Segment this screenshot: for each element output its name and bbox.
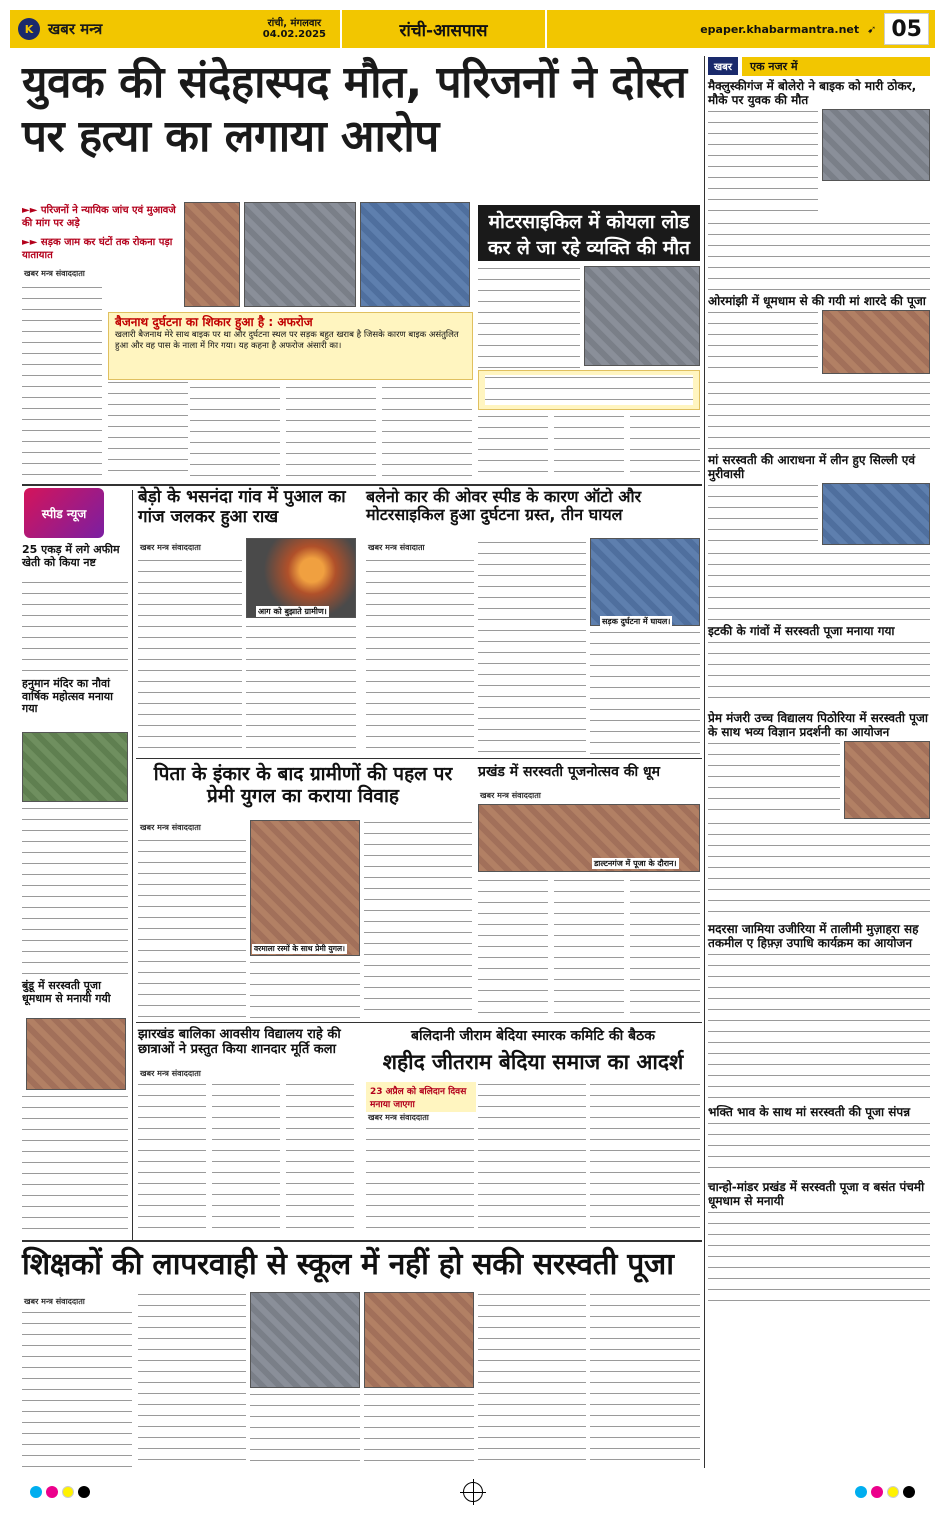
couple-photo bbox=[250, 820, 360, 956]
divider-1 bbox=[22, 484, 702, 486]
teachers-byline: खबर मन्त्र संवाददाता bbox=[24, 1297, 85, 1306]
school-body-col-1 bbox=[138, 1082, 206, 1232]
epaper-link[interactable]: epaper.khabarmantra.net bbox=[700, 22, 860, 36]
marriage-body-col-3 bbox=[364, 820, 472, 1018]
saraswati-headline: प्रखंड में सरस्वती पूजनोत्सव की धूम bbox=[478, 764, 661, 780]
coal-body-col-1 bbox=[478, 266, 580, 378]
school-building-photo bbox=[250, 1292, 360, 1388]
registration-mark-icon bbox=[463, 1482, 483, 1502]
divider-right bbox=[704, 56, 705, 1468]
divider-4 bbox=[22, 1240, 702, 1242]
bundu-saraswati-photo bbox=[26, 1018, 126, 1090]
lead-bullet-1: ►► परिजनों ने न्यायिक जांच एवं मुआवजे की मांग पर अड़े bbox=[22, 204, 182, 230]
teachers-body-col-4 bbox=[364, 1392, 474, 1468]
rc-item-4-head: इटकी के गांवों में सरस्वती पूजा मनाया गया bbox=[708, 624, 895, 638]
marriage-headline: पिता के इंकार के बाद ग्रामीणों की पहल पर प्रेमी युगल का कराया विवाह bbox=[153, 763, 453, 807]
divider-3 bbox=[136, 1022, 702, 1023]
fire-headline: बेड़ो के भसनंदा गांव में पुआल का गांज जलकर हुआ राख bbox=[138, 487, 346, 527]
crowd-photo bbox=[244, 202, 356, 307]
accident-body-col-3 bbox=[590, 630, 700, 754]
divider-2 bbox=[136, 758, 702, 759]
quote-title: बैजनाथ दुर्घटना का शिकार हुआ है : अफरोज bbox=[115, 315, 313, 329]
rc-item-3-head: मां सरस्वती की आराधना में लीन हुए सिल्ली एवं मुरीवासी bbox=[708, 453, 916, 481]
accident-body-col-1 bbox=[366, 558, 474, 754]
speed-body-2 bbox=[22, 806, 128, 976]
speed-body-3 bbox=[22, 1094, 128, 1234]
teachers-headline: शिक्षकों की लापरवाही से स्कूल में नहीं हो सकी सरस्वती पूजा bbox=[22, 1247, 674, 1282]
rc-item-7-text bbox=[708, 1121, 930, 1177]
coal-body-col-4 bbox=[630, 414, 700, 480]
rc-item-6-text bbox=[708, 952, 930, 1102]
victim-photo bbox=[184, 202, 240, 307]
marriage-photo-caption: वरमाला रस्मों के साथ प्रेमी युगल। bbox=[254, 944, 345, 953]
color-dots-right bbox=[855, 1486, 915, 1498]
lead-bullet-2: ►► सड़क जाम कर घंटों तक रोकना पड़ा यातायात bbox=[22, 236, 182, 262]
teachers-body-col-1 bbox=[22, 1310, 132, 1468]
rc-item-2-head: ओरमांझी में धूमधाम से की गयी मां शारदे की पूजा bbox=[708, 294, 926, 308]
rc-item-1-photo bbox=[822, 109, 930, 181]
speed-headline-3: बुंडू में सरस्वती पूजा धूमधाम से मनायी गयी bbox=[22, 979, 111, 1005]
coal-headline: मोटरसाइकिल में कोयला लोड कर ले जा रहे व्यक्ति की मौत bbox=[478, 205, 700, 261]
police-photo bbox=[360, 202, 470, 307]
fire-body-col-1 bbox=[138, 558, 242, 754]
khabar-badge: खबर bbox=[708, 57, 738, 75]
marriage-body-col-1 bbox=[138, 838, 246, 1018]
lead-body-col-2 bbox=[108, 380, 188, 475]
print-marks bbox=[10, 1480, 935, 1504]
accident-photo bbox=[590, 538, 700, 626]
rc-item-8-text bbox=[708, 1210, 930, 1304]
rc-item-5-head: प्रेम मंजरी उच्च विद्यालय पिठोरिया में सरस्वती पूजा के साथ भव्य विज्ञान प्रदर्शनी का आयोजन bbox=[708, 711, 929, 739]
saraswati-body-col-2 bbox=[554, 878, 624, 1018]
rc-item-2-text-b bbox=[708, 380, 930, 450]
villagers-photo bbox=[364, 1292, 474, 1388]
rc-item-2-photo bbox=[822, 310, 930, 374]
city-day: रांची, मंगलवार bbox=[267, 17, 322, 29]
rc-item-1-text-b bbox=[708, 221, 930, 291]
saraswati-body-col-1 bbox=[478, 878, 548, 1018]
teachers-body-col-6 bbox=[590, 1292, 700, 1468]
jeeram-byline: खबर मन्त्र संवाददाता bbox=[368, 1113, 429, 1122]
teachers-body-col-5 bbox=[478, 1292, 586, 1468]
saraswati-body-col-3 bbox=[630, 878, 700, 1018]
masthead bbox=[10, 10, 935, 48]
rc-item-2-text-a bbox=[708, 310, 818, 378]
lead-byline: खबर मन्त्र संवाददाता bbox=[24, 269, 85, 278]
rc-item-5-text-a bbox=[708, 741, 840, 819]
rc-item-4-text bbox=[708, 640, 930, 708]
jeeram-kicker: बलिदानी जीराम बेदिया स्मारक कमिटि की बैठक bbox=[411, 1028, 655, 1044]
quote-text: खलारी बैजनाथ मेरे साथ बाइक पर था और दुर्घटना स्थल पर सड़क बहुत खराब है जिसके कारण बाइक असंतुलित हुआ और वह पास के नाला में गिर गया। यह कहना है अफरोज अंसारी का। bbox=[115, 330, 459, 351]
speed-news-badge: स्पीड न्यूज bbox=[24, 488, 104, 538]
accident-headline: बलेनो कार की ओवर स्पीड के कारण ऑटो और मोटरसाइकिल हुआ दुर्घटना ग्रस्त, तीन घायल bbox=[366, 487, 642, 525]
accident-photo-caption: सड़क दुर्घटना में घायल। bbox=[602, 617, 671, 626]
masthead-left bbox=[10, 10, 340, 48]
saraswati-byline: खबर मन्त्र संवाददाता bbox=[480, 791, 541, 800]
lead-body-col-3 bbox=[190, 385, 280, 480]
section-title: रांची-आसपास bbox=[340, 10, 545, 48]
fire-photo-caption: आग को बुझाते ग्रामीण। bbox=[258, 607, 327, 616]
cursor-icon: ➹ bbox=[867, 22, 877, 36]
lead-body-col-1 bbox=[22, 285, 102, 475]
fire-body-col-2 bbox=[246, 624, 356, 754]
rc-item-5-text-b bbox=[708, 821, 930, 919]
speed-headline-1: 25 एकड़ में लगे अफीम खेती को किया नष्ट bbox=[22, 543, 120, 569]
color-dots-left bbox=[30, 1486, 90, 1498]
hanuman-temple-photo bbox=[22, 732, 128, 802]
khabar-mantra-logo-icon: K bbox=[18, 18, 40, 40]
school-body-col-2 bbox=[212, 1082, 280, 1232]
date-block bbox=[263, 18, 326, 41]
divider-speed bbox=[132, 490, 133, 1240]
coal-body-col-3 bbox=[554, 414, 624, 480]
masthead-right bbox=[545, 10, 935, 48]
jeeram-body-col-2 bbox=[478, 1082, 586, 1232]
lead-headline: युवक की संदेहास्पद मौत, परिजनों ने दोस्त पर हत्या का लगाया आरोप bbox=[22, 57, 687, 162]
rc-item-3-text-b bbox=[708, 551, 930, 621]
school-byline: खबर मन्त्र संवाददाता bbox=[140, 1069, 201, 1078]
marriage-byline: खबर मन्त्र संवाददाता bbox=[140, 823, 201, 832]
rc-item-8-head: चान्हो-मांडर प्रखंड में सरस्वती पूजा व बसंत पंचमी धूमधाम से मनायी bbox=[708, 1180, 925, 1208]
rc-item-7-head: भक्ति भाव के साथ मां सरस्वती की पूजा संपन्न bbox=[708, 1105, 911, 1119]
jeeram-body-col-1 bbox=[366, 1126, 474, 1232]
school-headline: झारखंड बालिका आवसीय विद्यालय राहे की छात्राओं ने प्रस्तुत किया शानदार मूर्ति कला bbox=[138, 1027, 341, 1057]
rc-item-6-head: मदरसा जामिया उजीरिया में तालीमी मुज़ाहरा सह तकमील ए हिफ़्ज़ उपाधि कार्यक्रम का आयोजन bbox=[708, 922, 919, 950]
teachers-body-col-2 bbox=[138, 1292, 246, 1468]
rc-item-5-photo bbox=[844, 741, 930, 819]
accident-body-col-2 bbox=[478, 540, 586, 754]
speed-body-1 bbox=[22, 580, 128, 672]
coal-bike-photo bbox=[584, 266, 700, 366]
quote-box bbox=[108, 312, 473, 380]
page-number: 05 bbox=[884, 13, 929, 45]
brand-name: खबर मन्त्र bbox=[48, 20, 103, 38]
school-body-col-3 bbox=[286, 1082, 354, 1232]
rc-item-3-text-a bbox=[708, 483, 818, 549]
coal-caption-box bbox=[478, 370, 700, 410]
teachers-body-col-3 bbox=[250, 1392, 360, 1468]
marriage-body-col-2 bbox=[250, 960, 360, 1018]
rc-item-1-head: मैक्लुस्कीगंज में बोलेरो ने बाइक को मारी ठोकर, मौके पर युवक की मौत bbox=[708, 79, 917, 107]
lead-body-col-5 bbox=[382, 385, 472, 480]
jeeram-headline: शहीद जीतराम बेदिया समाज का आदर्श bbox=[382, 1050, 684, 1074]
ek-nazar-header bbox=[708, 56, 930, 76]
rc-item-1-text-a bbox=[708, 109, 818, 219]
ek-nazar-column bbox=[708, 56, 930, 1468]
jeeram-sub-bullet: 23 अप्रैल को बलिदान दिवस मनाया जाएगा bbox=[366, 1082, 476, 1112]
lead-bullets bbox=[22, 204, 182, 268]
ek-nazar-title: एक नजर में bbox=[742, 57, 930, 76]
coal-body-col-2 bbox=[478, 414, 548, 480]
jeeram-body-col-3 bbox=[590, 1082, 700, 1232]
fire-byline: खबर मन्त्र संवाददाता bbox=[140, 543, 201, 552]
lead-body-col-4 bbox=[286, 385, 376, 480]
rc-item-3-photo bbox=[822, 483, 930, 545]
accident-byline: खबर मन्त्र संवादाता bbox=[368, 543, 425, 552]
saraswati-photo-caption: डाल्टनगंज में पूजा के दौरान। bbox=[594, 859, 677, 868]
speed-headline-2: हनुमान मंदिर का नौवां वार्षिक महोत्सव मनाया गया bbox=[22, 677, 114, 716]
issue-date: 04.02.2025 bbox=[262, 29, 326, 40]
